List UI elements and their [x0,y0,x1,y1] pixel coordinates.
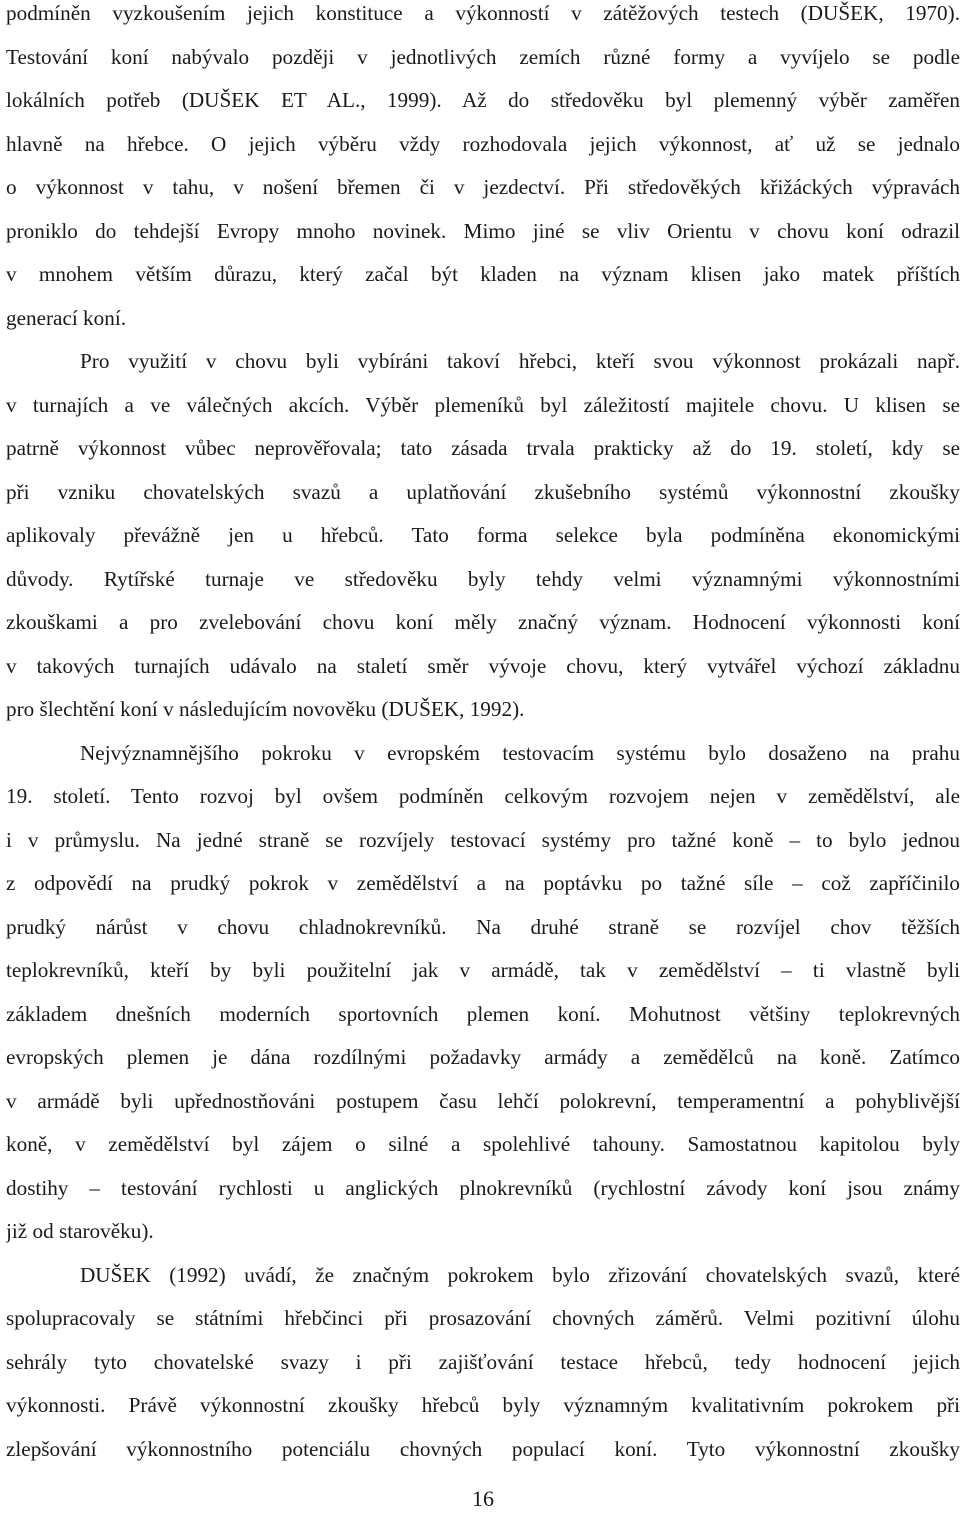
text-line: prudký nárůst v chovu chladnokrevníků. Na druhé straně se rozvíjel chov těžších [6,914,960,939]
text-line: proniklo do tehdejší Evropy mnoho novinek. Mimo jiné se vliv Orientu v chovu koní odrazil [6,218,960,243]
text-line: hlavně na hřebce. O jejich výběru vždy rozhodovala jejich výkonnost, ať už se jednalo [6,131,960,156]
text-line: 19. století. Tento rozvoj byl ovšem podmíněn celkovým rozvojem nejen v zemědělství, ale [6,784,960,808]
text-line: sehrály tyto chovatelské svazy i při zajišťování testace hřebců, tedy hodnocení jejich [6,1349,960,1374]
text-line: i v průmyslu. Na jedné straně se rozvíjely testovací systémy pro tažné koně – to bylo jednou [6,827,960,852]
text-line: zkouškami a pro zvelebování chovu koní měly značný význam. Hodnocení výkonnosti koní [6,610,960,634]
text-line: z odpovědí na prudký pokrok v zemědělství a na poptávku po tažné síle – což zapříčinilo [6,871,960,895]
text-line: patrně výkonnost vůbec neprověřovala; tato zásada trvala prakticky až do 19. století, kdy se [6,436,960,460]
text-line: spolupracovaly se státními hřebčinci při prosazování chovných záměrů. Velmi pozitivní úlohu [6,1306,960,1330]
text-line: v armádě byli upřednostňováni postupem času lehčí polokrevní, temperamentní a pohyblivější [6,1088,960,1113]
text-line: aplikovaly převážně jen u hřebců. Tato forma selekce byla podmíněna ekonomickými [6,523,960,547]
paragraph [6,0,960,340]
text-line: koně, v zemědělství byl zájem o silné a spolehlivé tahouny. Samostatnou kapitolou byly [6,1132,960,1156]
paragraph [6,340,960,732]
text-line: DUŠEK (1992) uvádí, že značným pokrokem bylo zřizování chovatelských svazů, které [80,1262,960,1287]
text-line: podmíněn vyzkoušením jejich konstituce a výkonností v zátěžových testech (DUŠEK, 1970). [6,1,960,25]
text-line: v takových turnajích udávalo na staletí směr vývoje chovu, který vytvářel výchozí základnu [6,653,960,678]
paragraph [6,732,960,1254]
paragraph [6,1254,960,1472]
text-line: generací koní. [6,305,127,330]
text-line: zlepšování výkonnostního potenciálu chovných populací koní. Tyto výkonnostní zkoušky [6,1436,960,1461]
text-line: evropských plemen je dána rozdílnými požadavky armády a zemědělců na koně. Zatímco [6,1045,960,1069]
text-line: výkonnosti. Právě výkonnostní zkoušky hřebců byly významným kvalitativním pokrokem při [6,1393,960,1417]
body-text [6,0,960,1471]
text-line: o výkonnost v tahu, v nošení břemen či v jezdectví. Při středověkých křižáckých výpravách [6,175,960,199]
page-number: 16 [472,1486,494,1511]
text-line: lokálních potřeb (DUŠEK ET AL., 1999). Až do středověku byl plemenný výběr zaměřen [6,88,960,112]
text-line: základem dnešních moderních sportovních plemen koní. Mohutnost většiny teplokrevných [6,1001,960,1026]
text-line: Pro využití v chovu byli vybíráni takoví hřebci, kteří svou výkonnost prokázali např. [80,349,960,373]
text-line: v turnajích a ve válečných akcích. Výběr plemeníků byl záležitostí majitele chovu. U klisen se [6,392,960,417]
text-line: teplokrevníků, kteří by byli použitelní jak v armádě, tak v zemědělství – ti vlastně byli [6,958,960,982]
document-page [6,0,960,1515]
text-line: Testování koní nabývalo později v jednotlivých zemích různé formy a vyvíjelo se podle [6,44,960,69]
text-line: při vzniku chovatelských svazů a uplatňování zkušebního systémů výkonnostní zkoušky [6,479,960,504]
text-line: Nejvýznamnějšího pokroku v evropském testovacím systému bylo dosaženo na prahu [80,740,960,765]
text-line: dostihy – testování rychlosti u anglických plnokrevníků (rychlostní závody koní jsou známy [6,1175,960,1200]
text-line: důvody. Rytířské turnaje ve středověku byly tehdy velmi významnými výkonnostními [6,566,960,591]
text-line: již od starověku). [6,1219,154,1243]
text-line: pro šlechtění koní v následujícím novověku (DUŠEK, 1992). [6,697,525,721]
text-line: v mnohem větším důrazu, který začal být kladen na význam klisen jako matek příštích [6,262,960,286]
